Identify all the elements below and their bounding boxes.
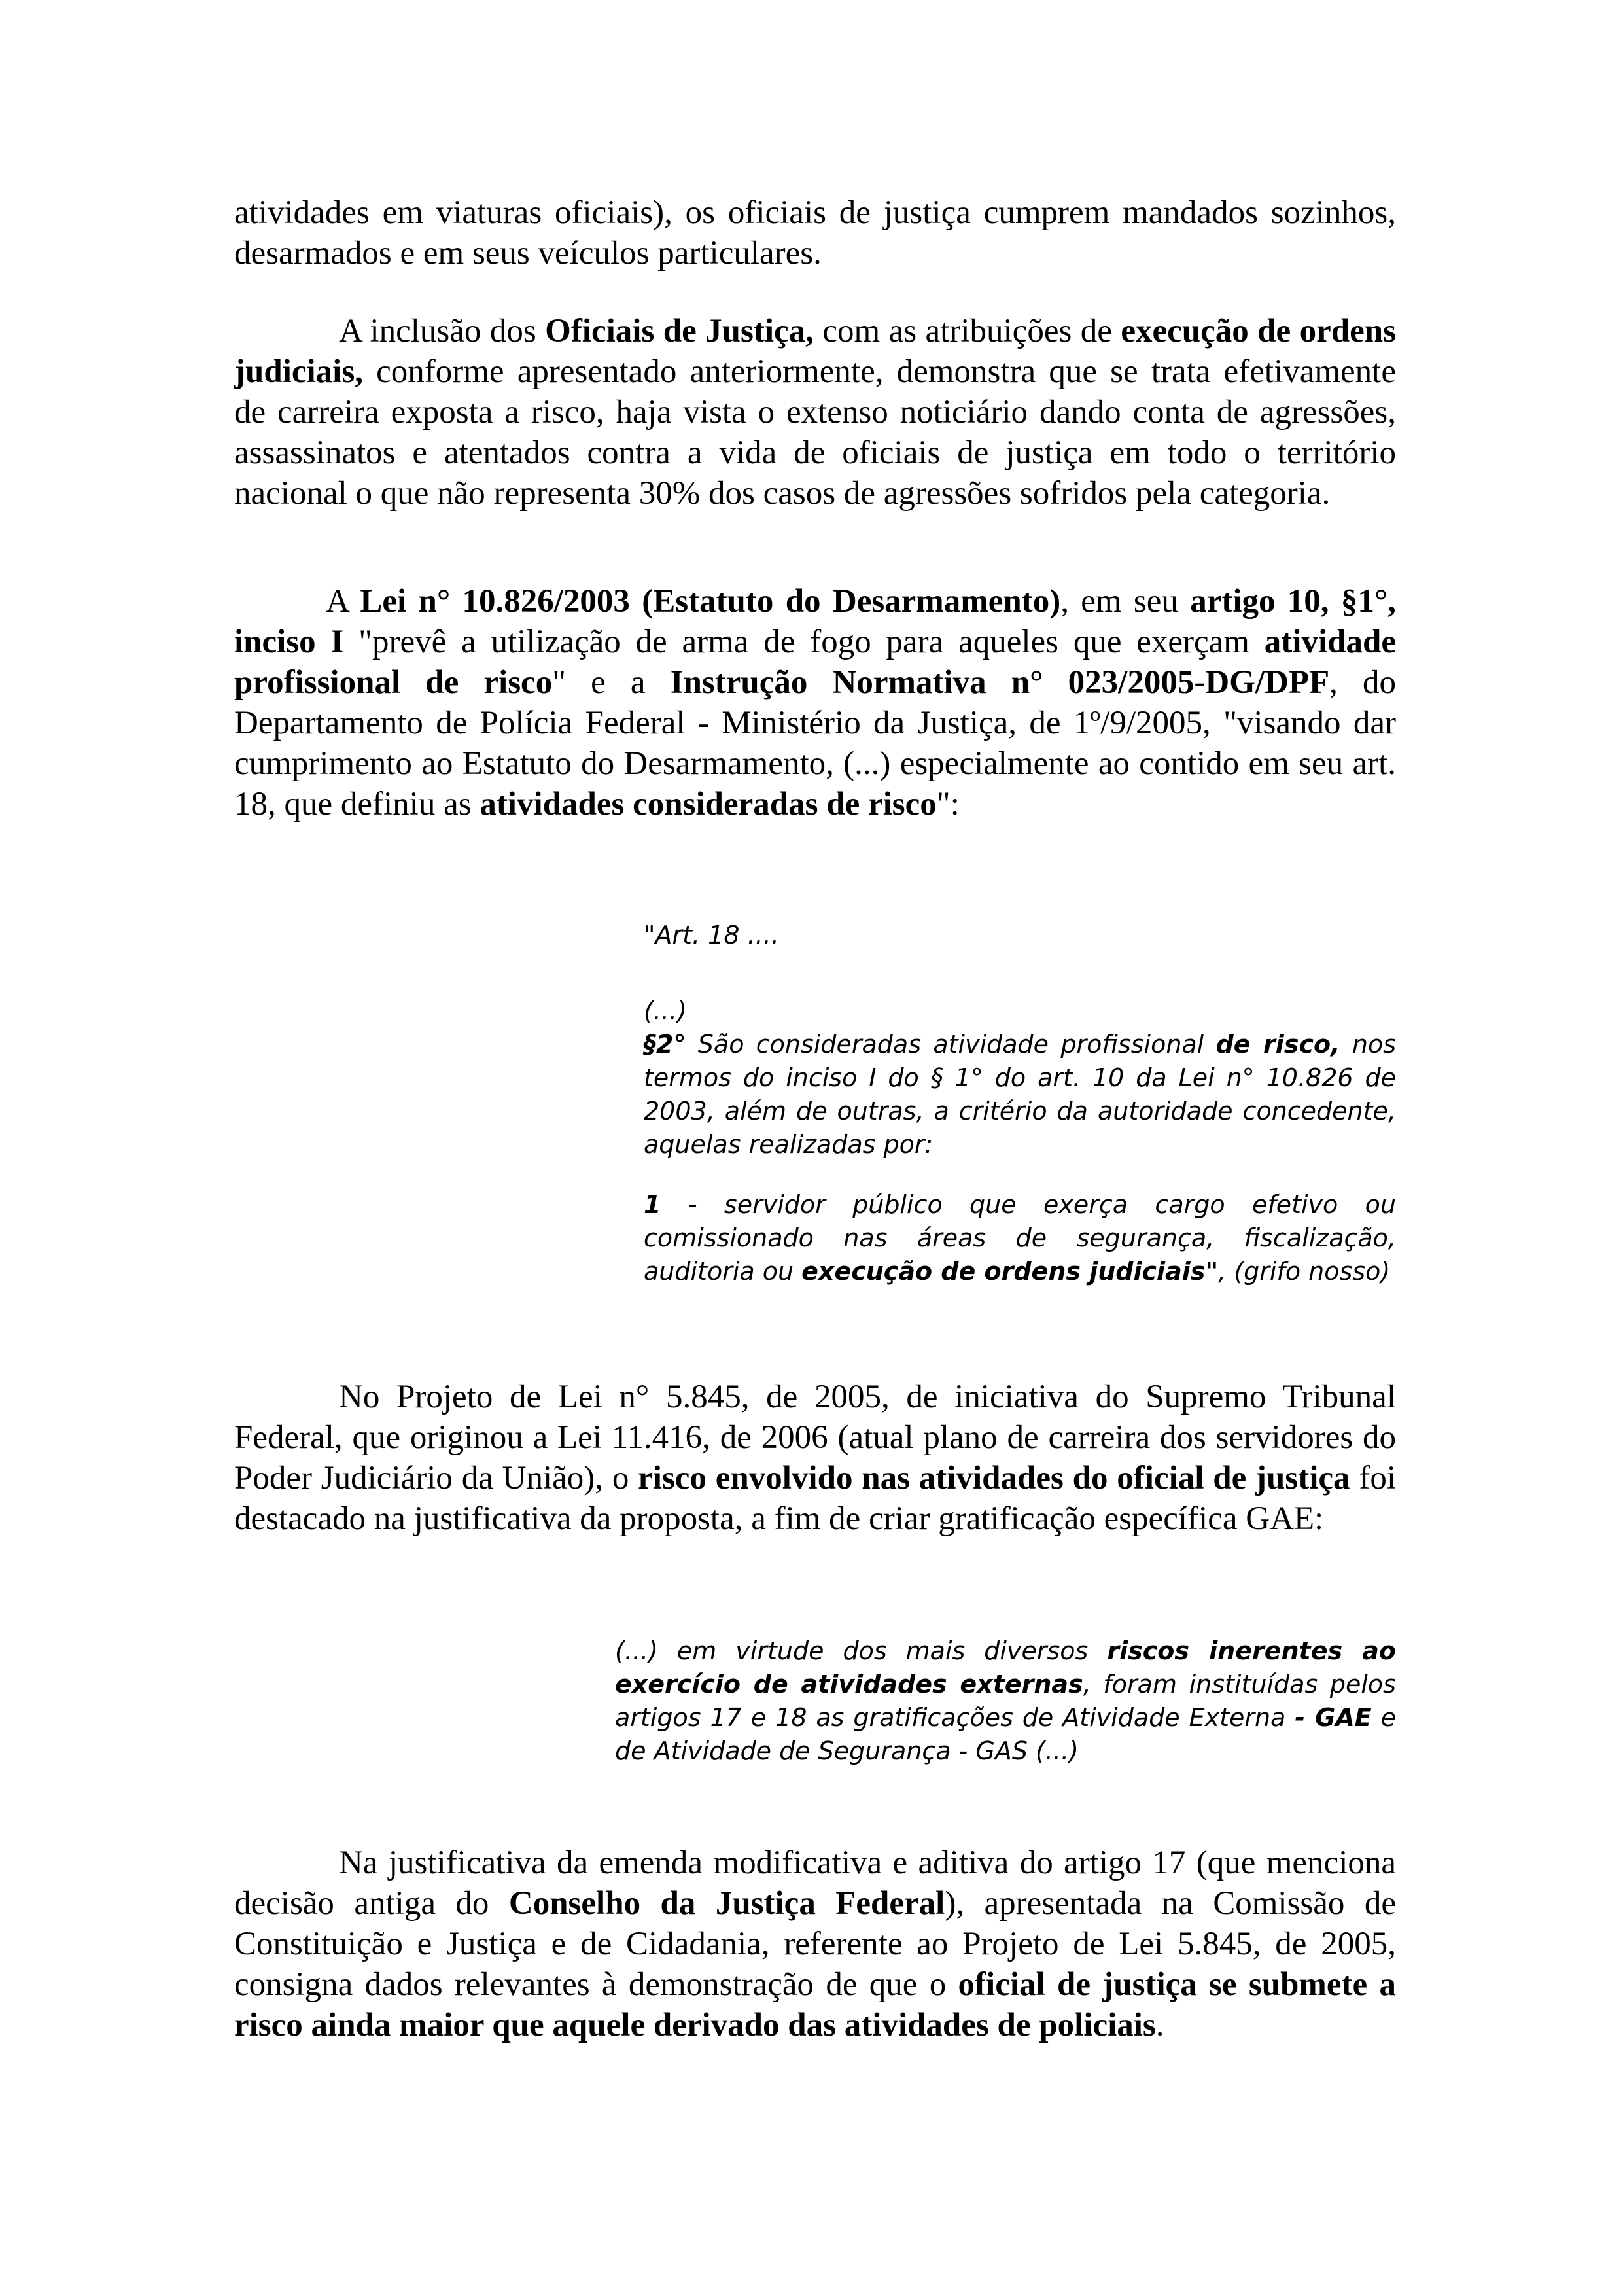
bold-text: de risco,: [1215, 1030, 1340, 1059]
paragraph-text: atividades em viaturas oficiais), os oficiais de justiça cumprem mandados sozinhos, desarmados e em seus veículos particulares.: [234, 194, 1396, 272]
paragraph-4: [234, 1377, 1396, 1539]
bold-text: atividade profissional de risco: [234, 624, 1396, 701]
quote-text: São consideradas atividade profissional: [686, 1030, 1216, 1059]
paragraph-text: ), apresentada na Comissão de Constituição e Justiça e de Cidadania, referente ao Projeto de Lei 5.845, de 2005, consigna dados relevantes à demonstração de que o: [234, 1885, 1396, 2003]
bold-text: Oficiais de Justiça,: [545, 313, 814, 349]
bold-text: 1: [644, 1190, 661, 1219]
paragraph-text: conforme apresentado anteriormente, demonstra que se trata efetivamente de carreira exposta a risco, haja vista o extenso noticiário dando conta de agressões, assassinatos e atentados contra a vida de oficiais de justiça em todo o território nacional o que não representa 30% dos casos de agressões sofridos pela categoria.: [234, 353, 1396, 512]
quote-2: [615, 1634, 1396, 1768]
quote-text: (...) em virtude dos mais diversos: [615, 1636, 1108, 1665]
bold-text: §2°: [644, 1030, 686, 1059]
bold-text: oficial de justiça se submete a risco ainda maior que aquele derivado das atividades de policiais: [234, 1966, 1396, 2043]
paragraph-3: [234, 581, 1396, 824]
paragraph-1: [234, 192, 1396, 274]
paragraph-text: A inclusão dos: [339, 313, 546, 349]
paragraph-2: [234, 311, 1396, 514]
paragraph-text: No Projeto de Lei n° 5.845, de 2005, de iniciativa do Supremo Tribunal Federal, que originou a Lei 11.416, de 2006 (atual plano de carreira dos servidores do Poder Judiciário da União), o: [234, 1379, 1396, 1496]
bold-text: atividades consideradas de risco: [480, 786, 937, 822]
paragraph-text: , em seu: [1060, 583, 1191, 620]
paragraph-text: com as atribuições de: [813, 313, 1121, 349]
bold-text: Conselho da Justiça Federal: [508, 1885, 945, 1922]
paragraph-text: , do Departamento de Polícia Federal - Ministério da Justiça, de 1º/9/2005, "visando dar cumprimento ao Estatuto do Desarmamento, (...) especialmente ao contido em seu art. 18, que definiu as: [234, 664, 1397, 822]
paragraph-text: " e a: [552, 664, 671, 701]
quote-1-line-2: [644, 995, 1396, 1028]
bold-text: riscos inerentes ao exercício de atividades externas: [615, 1636, 1396, 1699]
quote-text: nos termos do inciso I do § 1° do art. 10 da Lei n° 10.826 de 2003, além de outras, a critério da autoridade concedente, aquelas realizadas por:: [644, 1030, 1396, 1159]
paragraph-5: [234, 1843, 1396, 2045]
quote-text: (...): [644, 997, 687, 1025]
bold-text: Lei n° 10.826/2003 (Estatuto do Desarmamento): [360, 583, 1061, 620]
quote-1-paragraph-2: [644, 1028, 1396, 1161]
quote-1-paragraph-3: [644, 1188, 1396, 1288]
paragraph-text: .: [1155, 2007, 1164, 2043]
bold-text: - GAE: [1295, 1703, 1372, 1732]
paragraph-text: ":: [936, 786, 960, 822]
quote-text: - servidor público que exerça cargo efetivo ou comissionado nas áreas de segurança, fiscalização, auditoria ou: [644, 1190, 1396, 1286]
bold-text: Instrução Normativa n° 023/2005-DG/DPF: [670, 664, 1330, 701]
paragraph-text: Na justificativa da emenda modificativa e aditiva do artigo 17 (que menciona decisão antiga do: [234, 1845, 1396, 1922]
bold-text: execução de ordens judiciais": [801, 1257, 1219, 1286]
quote-text: "Art. 18 ....: [644, 921, 779, 949]
quote-text: , foram instituídas pelos artigos 17 e 18 as gratificações de Atividade Externa: [615, 1670, 1396, 1732]
paragraph-text: A: [326, 583, 360, 620]
quote-text: , (grifo nosso): [1218, 1257, 1391, 1286]
quote-1-line-1: [644, 919, 1396, 952]
paragraph-text: foi destacado na justificativa da proposta, a fim de criar gratificação específica GAE:: [234, 1460, 1396, 1537]
bold-text: risco envolvido nas atividades do oficial de justiça: [638, 1460, 1350, 1496]
paragraph-text: "prevê a utilização de arma de fogo para aqueles que exerçam: [343, 624, 1265, 660]
quote-text: e de Atividade de Segurança - GAS (...): [615, 1703, 1397, 1765]
bold-text: execução de ordens judiciais,: [234, 313, 1396, 390]
bold-text: artigo 10, §1°, inciso I: [234, 583, 1396, 660]
